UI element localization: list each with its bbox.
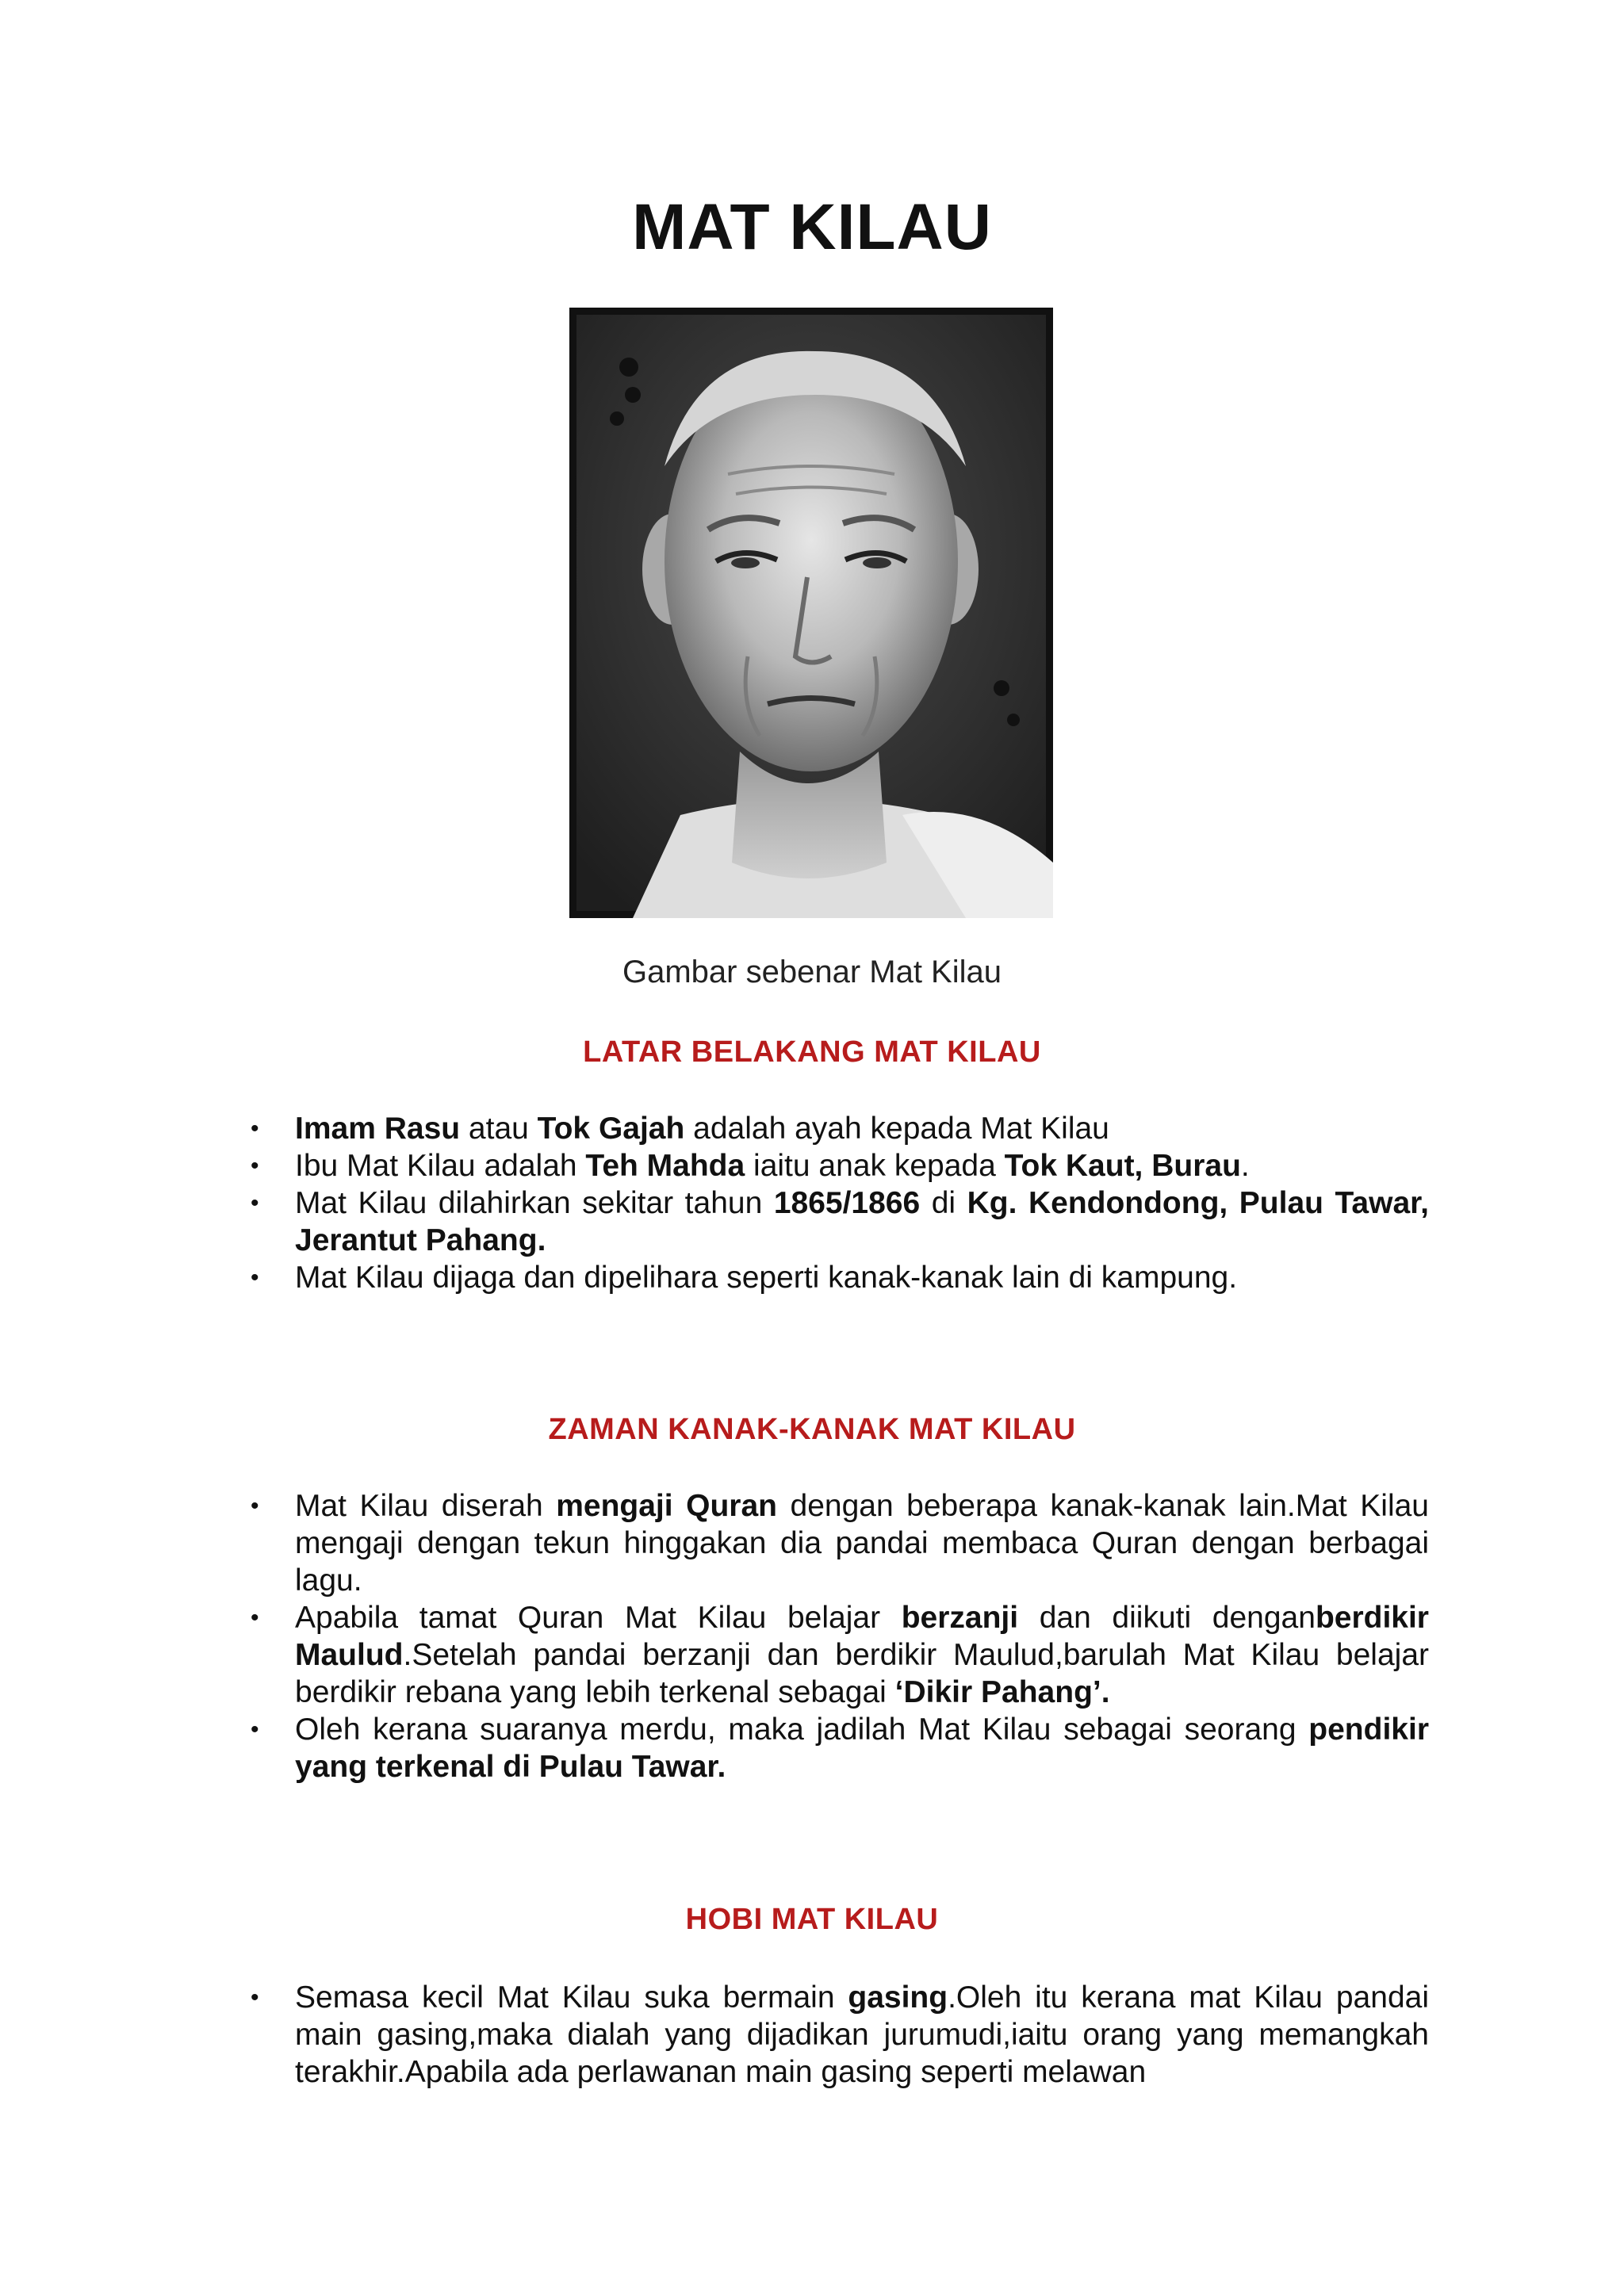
bullet-icon: • [251, 1115, 259, 1142]
page-title: MAT KILAU [632, 191, 992, 263]
list-item: • Mat Kilau dilahirkan sekitar tahun 1865/1866 di Kg. Kendondong, Pulau Tawar, Jerantut Pahang. [251, 1186, 1429, 1257]
zaman-kanak-kanak-list [251, 1487, 1429, 1785]
bullet-icon: • [251, 1190, 259, 1216]
bullet-icon: • [251, 1153, 259, 1179]
photo-caption: Gambar sebenar Mat Kilau [622, 955, 1002, 989]
bullet-icon: • [251, 1716, 259, 1743]
portrait-photo [569, 308, 1053, 918]
bullet-icon: • [251, 1265, 259, 1291]
section-heading-latar-belakang: LATAR BELAKANG MAT KILAU [583, 1035, 1041, 1069]
hobi-list [251, 1979, 1429, 2091]
bullet-icon: • [251, 1493, 259, 1519]
section-heading-zaman-kanak-kanak: ZAMAN KANAK-KANAK MAT KILAU [548, 1413, 1076, 1446]
list-item: • Mat Kilau diserah mengaji Quran dengan beberapa kanak-kanak lain.Mat Kilau mengaji dengan tekun hinggakan dia pandai membaca Quran dengan berbagai lagu. [251, 1489, 1429, 1598]
section-heading-hobi: HOBI MAT KILAU [685, 1903, 939, 1936]
latar-belakang-list [251, 1110, 1429, 1296]
list-item: • Apabila tamat Quran Mat Kilau belajar berzanji dan diikuti denganberdikir Maulud.Setelah pandai berzanji dan berdikir Maulud,barulah Mat Kilau belajar berdikir rebana yang lebih terkenal sebagai ‘Dikir Pahang’. [251, 1601, 1429, 1709]
list-item: • Imam Rasu atau Tok Gajah adalah ayah kepada Mat Kilau [251, 1112, 1109, 1146]
portrait-illustration [569, 308, 1053, 918]
bullet-icon: • [251, 1984, 259, 2011]
bullet-icon: • [251, 1605, 259, 1631]
list-item: • Semasa kecil Mat Kilau suka bermain gasing.Oleh itu kerana mat Kilau pandai main gasing,maka dialah yang dijadikan jurumudi,iaitu orang yang memangkah terakhir.Apabila ada perlawanan main gasing seperti melawan [251, 1980, 1429, 2089]
list-item: • Mat Kilau dijaga dan dipelihara seperti kanak-kanak lain di kampung. [251, 1261, 1238, 1295]
list-item: • Oleh kerana suaranya merdu, maka jadilah Mat Kilau sebagai seorang pendikir yang terkenal di Pulau Tawar. [251, 1712, 1429, 1784]
list-item: • Ibu Mat Kilau adalah Teh Mahda iaitu anak kepada Tok Kaut, Burau. [251, 1149, 1250, 1183]
